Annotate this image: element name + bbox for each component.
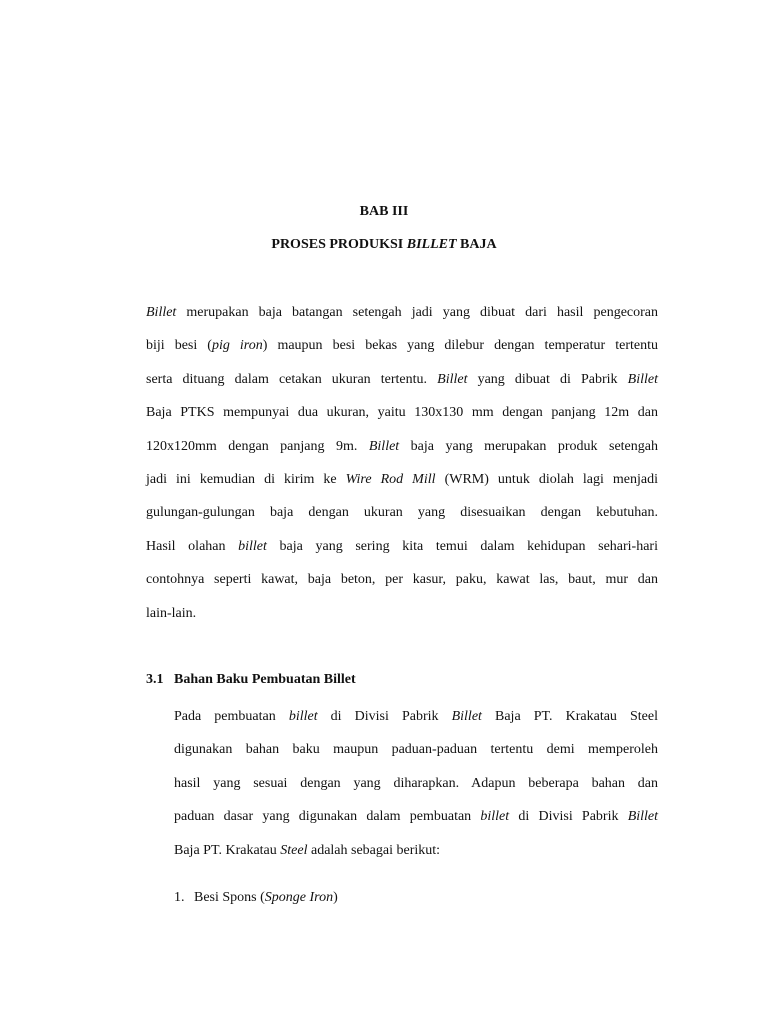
text-run: Baja PT. Krakatau Steel [481,709,658,724]
list-item-text-prefix: Besi Spons ( [194,890,265,905]
text-line [174,767,658,800]
text-line [146,463,658,496]
text-run: serta dituang dalam cetakan ukuran tertentu. [146,371,438,387]
text-run: contohnya seperti kawat, baja beton, per kasur, paku, kawat las, baut, mur dan [146,572,658,588]
text-line [174,733,658,766]
list-item-number: 1. [174,890,185,905]
text-line [146,396,658,429]
list-item-text-italic: Sponge Iron [264,890,334,905]
list-item [174,890,338,906]
text-run: Hasil olahan [146,538,239,554]
italic-term: billet [288,709,318,724]
text-run: gulungan-gulungan baja dengan ukuran yang disesuaikan dengan kebutuhan. [146,505,658,521]
text-line [146,430,658,463]
text-run: yang dibuat di Pabrik [467,371,628,387]
text-line [146,363,658,396]
italic-term: Billet [627,371,658,387]
section-number: 3.1 [146,672,164,687]
section-title: Bahan Baku Pembuatan Billet [174,672,356,687]
text-line [146,496,658,529]
italic-term: Billet [368,438,400,454]
text-line [174,800,658,833]
italic-term: Steel [280,842,308,858]
text-line [146,530,658,563]
text-run: ) maupun besi bekas yang dilebur dengan temperatur tertentu [262,338,658,354]
chapter-title [0,237,768,253]
section-paragraph [174,700,658,867]
italic-term: Billet [451,709,482,724]
text-run: di Divisi Pabrik [317,709,452,724]
italic-term: billet [238,538,267,554]
text-run: jadi ini kemudian di kirim ke [146,471,346,487]
text-run: merupakan baja batangan setengah jadi yang dibuat dari hasil pengecoran [176,305,658,320]
italic-term: billet [480,809,510,825]
italic-term: Wire Rod Mill [345,471,436,487]
italic-term: pig iron [211,338,263,354]
chapter-title-suffix: BAJA [456,237,497,252]
section-heading [146,672,356,688]
text-line [146,563,658,596]
text-line [146,296,658,329]
text-run: paduan dasar yang digunakan dalam pembuatan [174,809,481,825]
list-item-text-suffix: ) [333,890,338,905]
text-run: digunakan bahan baku maupun paduan-paduan tertentu demi memperoleh [174,742,658,758]
text-run: adalah sebagai berikut: [307,842,441,858]
text-run: Baja PT. Krakatau [174,842,281,858]
text-run: 120x120mm dengan panjang 9m. [146,438,369,454]
text-line [174,700,658,733]
text-run: biji besi ( [146,338,212,354]
text-line [146,597,658,630]
chapter-title-italic: BILLET [406,237,457,252]
text-run: hasil yang sesuai dengan yang diharapkan. Adapun beberapa bahan dan [174,775,658,791]
text-run: di Divisi Pabrik [509,809,628,825]
intro-paragraph [146,296,658,630]
text-line [146,329,658,362]
text-run: Baja PTKS mempunyai dua ukuran, yaitu 130x130 mm dengan panjang 12m dan [146,405,658,421]
text-run: baja yang merupakan produk setengah [399,438,658,454]
text-run: lain-lain. [146,605,197,621]
italic-term: Billet [437,371,468,387]
italic-term: Billet [146,305,177,320]
text-run: Pada pembuatan [174,709,289,724]
text-run: (WRM) untuk diolah lagi menjadi [435,471,659,487]
chapter-title-prefix: PROSES PRODUKSI [271,237,407,252]
italic-term: Billet [627,809,659,825]
text-line [174,834,658,867]
chapter-number: BAB III [359,204,409,219]
text-run: baja yang sering kita temui dalam kehidupan sehari-hari [266,538,658,554]
